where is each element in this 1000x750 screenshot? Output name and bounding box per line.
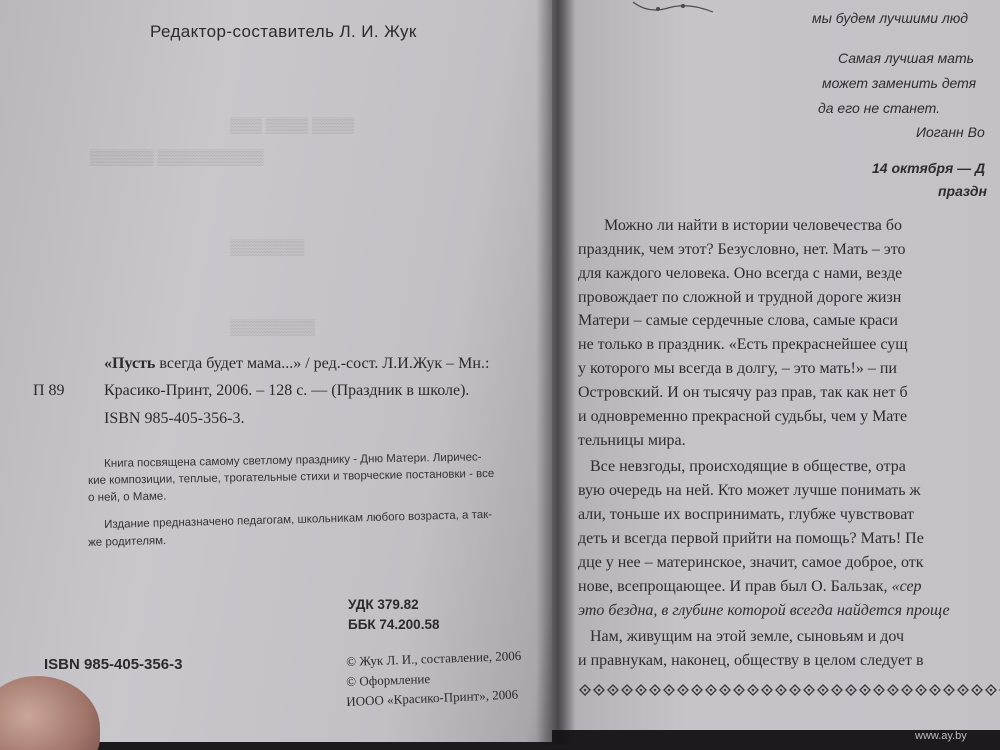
- annotation-line: Книга посвящена самому светлому празднику - Дню Матери. Лиричес-: [104, 451, 482, 470]
- show-through-text: ▒▒▒▒▒▒ ▒▒▒▒▒▒▒▒▒▒: [90, 150, 264, 166]
- body-line: вую очередь на ней. Кто может лучше понимать ж: [578, 482, 921, 499]
- decorative-border-icon: [578, 684, 1000, 696]
- body-line: тельницы мира.: [578, 432, 686, 449]
- udk-code: УДК 379.82: [348, 597, 419, 612]
- body-line: Нам, живущим на этой земле, сыновьям и доч: [590, 628, 905, 645]
- isbn-bottom: ISBN 985-405-356-3: [44, 656, 183, 673]
- body-line-italic: это бездна, в глубине которой всегда найдется проще: [578, 602, 950, 619]
- quote-line: может заменить детя: [822, 75, 977, 91]
- library-code: П 89: [33, 382, 65, 399]
- body-line: для каждого человека. Оно всегда с нами, везде: [578, 265, 903, 282]
- body-line: и одновременно прекрасной судьбы, чем у Мате: [578, 408, 908, 425]
- copyright-line: © Жук Л. И., составление, 2006: [346, 647, 522, 669]
- body-line: али, тоньше их воспринимать, глубже чувствоват: [578, 506, 914, 523]
- epigraph-top-line: мы будем лучшими люд: [812, 10, 969, 26]
- body-line-text: нове, всепрощающее. И прав был О. Бальзак,: [578, 578, 888, 595]
- body-line: дце у нее – материнское, значит, самое доброе, отк: [578, 554, 924, 571]
- book-title-start: «Пусть: [104, 355, 156, 372]
- watermark: www.ay.by: [915, 730, 967, 742]
- editor-credit: Редактор-составитель Л. И. Жук: [150, 22, 417, 41]
- bbk-code: ББК 74.200.58: [348, 617, 440, 632]
- body-line: не только в праздник. «Есть прекраснейшее сущ: [578, 336, 908, 353]
- bibliographic-line-2: Красико-Принт, 2006. – 128 с. — (Праздник в школе).: [104, 382, 470, 399]
- quote-line: Самая лучшая мать: [838, 50, 974, 66]
- body-line: Можно ли найти в истории человечества бо: [604, 217, 903, 234]
- body-line: [578, 578, 922, 596]
- body-line: праздник, чем этот? Безусловно, нет. Мать – это: [578, 241, 906, 258]
- show-through-text: ▒▒▒ ▒▒▒▒ ▒▒▒▒: [230, 118, 355, 134]
- annotation-line: же родителям.: [88, 534, 167, 549]
- quote-author: Иоганн Во: [916, 124, 985, 140]
- annotation-line: кие композиции, теплые, трогательные стихи и творческие постановки - все: [88, 467, 495, 487]
- body-line: Матери – самые сердечные слова, самые краси: [578, 312, 898, 329]
- annotation-line: Издание предназначено педагогам, школьникам любого возраста, а так-: [104, 508, 493, 531]
- bibliographic-line-1-rest: всегда будет мама...» / ред.-сост. Л.И.Жук – Мн.:: [155, 355, 490, 372]
- copyright-line: © Оформление: [346, 671, 431, 689]
- quote-line: да его не станет.: [818, 100, 941, 116]
- body-line: Островский. И он тысячу раз прав, так как нет б: [578, 384, 908, 401]
- copyright-line: ИООО «Красико-Принт», 2006: [346, 686, 519, 709]
- show-through-text: ▒▒▒▒▒▒▒: [230, 240, 305, 256]
- body-line-italic: «сер: [887, 578, 922, 595]
- book-gutter: [536, 0, 576, 745]
- annotation-line: о ней, о Маме.: [88, 490, 167, 504]
- date-heading-2: праздн: [938, 183, 987, 199]
- show-through-text: ▒▒▒▒▒▒▒▒: [230, 320, 316, 336]
- body-line: и правнукам, наконец, обществу в целом следует в: [578, 652, 924, 669]
- floral-ornament-icon: [628, 0, 718, 16]
- body-line: у которого мы всегда в долгу, – это мать!» – пи: [578, 360, 897, 377]
- body-line: провождает по сложной и трудной дороге жизн: [578, 289, 902, 306]
- body-line: деть и всегда первой прийти на помощь? Мать! Пе: [578, 530, 924, 547]
- bibliographic-line-1: [104, 355, 489, 373]
- date-heading: 14 октября — Д: [872, 160, 986, 176]
- body-line: Все невзгоды, происходящие в обществе, отра: [590, 458, 906, 475]
- isbn-top: ISBN 985-405-356-3.: [104, 410, 245, 427]
